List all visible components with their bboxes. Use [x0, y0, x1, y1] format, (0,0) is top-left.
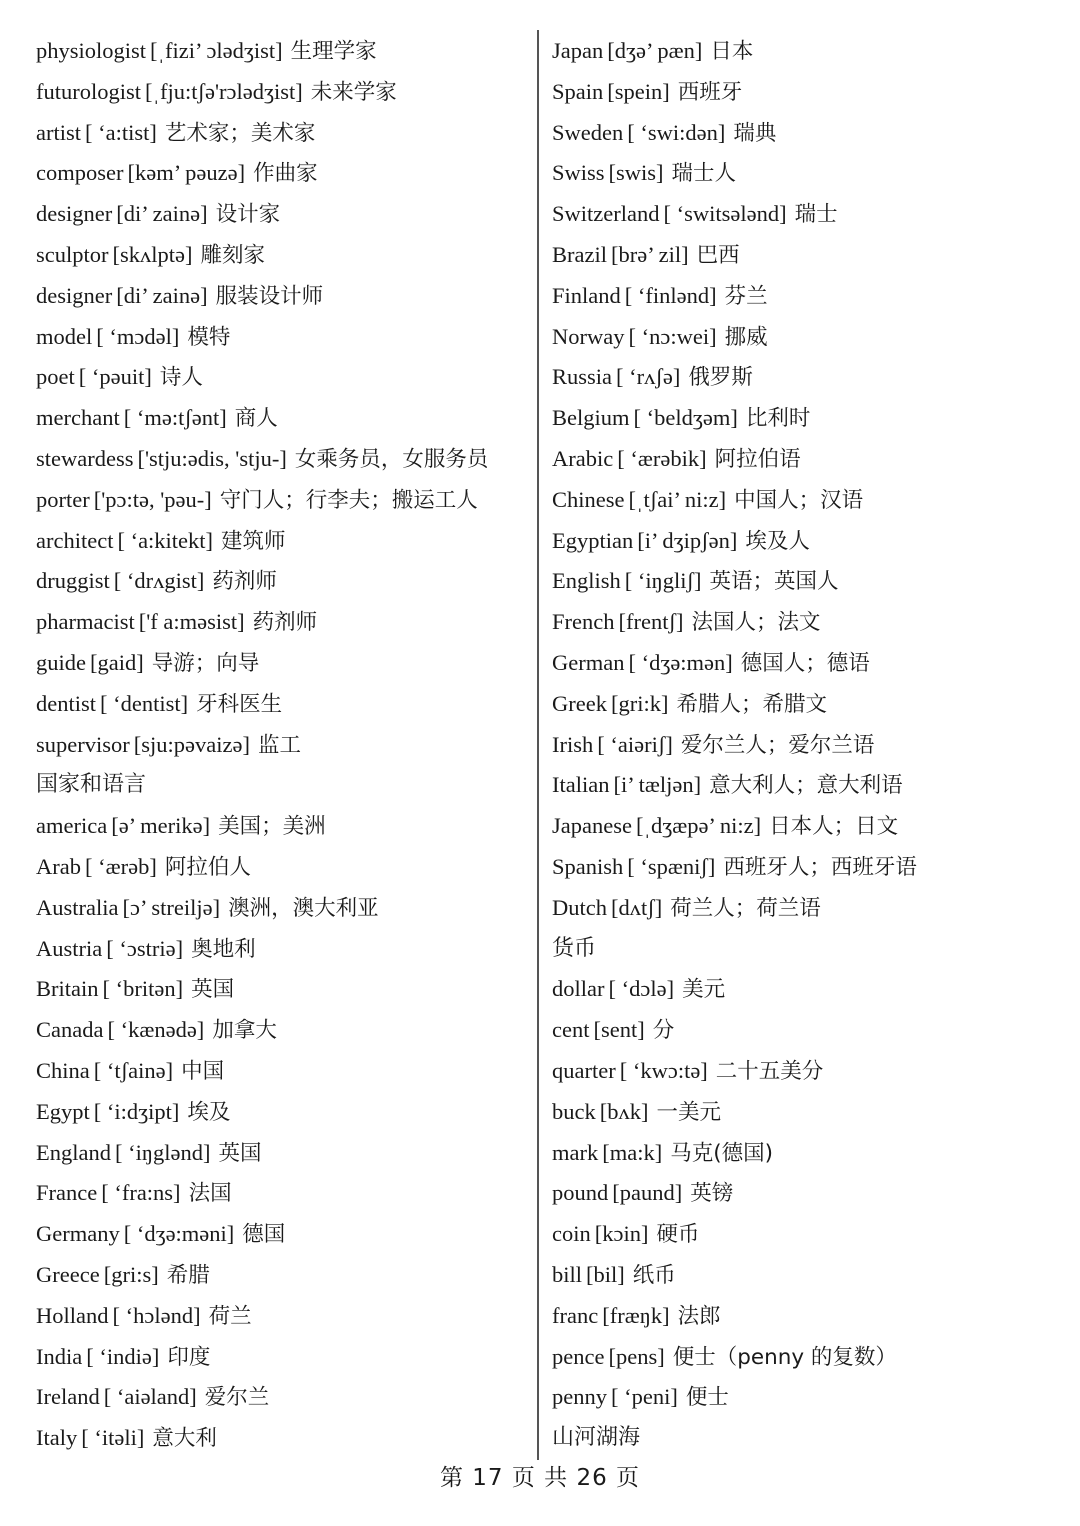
vocab-phonetic: [kɔin] [594, 1221, 649, 1247]
vocab-chinese: 荷兰人；荷兰语 [670, 895, 821, 921]
vocab-word: bill [552, 1261, 583, 1287]
vocab-entry [36, 1173, 526, 1214]
vocab-entry [552, 521, 1062, 562]
vocab-chinese: 英国 [191, 977, 235, 1003]
vocab-phonetic: [ ‘kænədə] [107, 1017, 205, 1043]
vocab-phonetic: [ ‘ærəb] [84, 853, 157, 879]
vocab-entry [552, 1133, 1062, 1174]
vocab-chinese: 德国人；德语 [740, 650, 870, 676]
vocab-chinese: 比利时 [745, 406, 811, 432]
vocab-word: Ireland [36, 1384, 100, 1410]
vocab-entry [36, 929, 526, 970]
vocab-word: Chinese [552, 486, 625, 512]
vocab-entry [552, 276, 1062, 317]
vocab-chinese: 挪威 [724, 324, 768, 350]
vocab-phonetic: [gaid] [90, 649, 144, 675]
vocab-chinese: 爱尔兰 [204, 1385, 270, 1411]
vocab-chinese: 分 [652, 1018, 675, 1044]
vocab-chinese: 作曲家 [253, 161, 318, 187]
vocab-entry [36, 847, 526, 888]
vocab-entry [36, 1092, 526, 1133]
vocab-phonetic: [ ‘peni] [611, 1384, 678, 1410]
vocab-entry [36, 1214, 526, 1255]
vocab-entry [36, 1418, 526, 1459]
vocab-phonetic: [ ‘dʒə:məni] [123, 1221, 235, 1247]
vocab-word: architect [36, 527, 114, 553]
vocab-entry [36, 113, 526, 154]
vocab-word: Holland [36, 1302, 109, 1328]
vocab-entry [552, 72, 1062, 113]
vocab-entry [552, 725, 1062, 766]
vocab-phonetic: [ ‘drʌgist] [113, 568, 205, 594]
vocab-word: Brazil [552, 241, 607, 267]
vocab-phonetic: [ ‘mɔdəl] [96, 323, 180, 349]
vocab-word: mark [552, 1139, 599, 1165]
vocab-entry [36, 1296, 526, 1337]
vocab-chinese: 希腊人；希腊文 [676, 691, 827, 717]
vocab-chinese: 西班牙 [677, 79, 743, 105]
vocab-chinese: 牙科医生 [196, 691, 283, 717]
vocab-phonetic: [ ‘nɔ:wei] [628, 323, 717, 349]
vocab-entry [36, 317, 526, 358]
vocab-word: Japanese [552, 813, 632, 839]
vocab-phonetic: [i’ dʒipʃən] [637, 527, 738, 553]
vocab-entry [36, 194, 526, 235]
vocab-word: composer [36, 160, 124, 186]
vocab-word: Germany [36, 1221, 120, 1247]
vocab-chinese: 守门人；行李夫；搬运工人 [219, 487, 478, 513]
vocab-entry [552, 969, 1062, 1010]
vocab-chinese: 便士（penny 的复数） [672, 1344, 897, 1370]
vocab-phonetic: [ ‘ɔstriə] [106, 935, 184, 961]
vocab-phonetic: [ ‘mə:tʃənt] [123, 405, 227, 431]
vocab-phonetic: [i’ tæljən] [613, 772, 702, 798]
vocab-word: Canada [36, 1017, 104, 1043]
vocab-chinese: 雕刻家 [200, 242, 265, 268]
vocab-chinese: 导游；向导 [151, 650, 260, 676]
vocab-word: model [36, 323, 93, 349]
vocab-word: Arab [36, 853, 81, 879]
vocab-phonetic: [ ‘pəuit] [78, 364, 152, 390]
vocab-entry [36, 1010, 526, 1051]
vocab-entry [36, 643, 526, 684]
vocab-word: Sweden [552, 119, 624, 145]
vocab-word: futurologist [36, 78, 141, 104]
vocab-chinese: 未来学家 [310, 79, 397, 105]
vocab-word: designer [36, 201, 113, 227]
vocab-phonetic: [ ‘spæniʃ] [627, 853, 716, 879]
vocab-phonetic: [ɔ’ streiljə] [122, 894, 221, 920]
vocab-chinese: 俄罗斯 [688, 365, 753, 391]
vocab-word: Spanish [552, 853, 624, 879]
vocab-phonetic: [gri:k] [610, 690, 669, 716]
vocab-entry [36, 439, 526, 480]
vocab-chinese: 日本人；日文 [769, 814, 899, 840]
vocab-phonetic: [ ‘ærəbik] [617, 445, 707, 471]
vocab-word: English [552, 568, 621, 594]
vocab-entry [36, 1377, 526, 1418]
vocab-phonetic: [ ‘aiəriʃ] [597, 731, 673, 757]
vocab-phonetic: [pens] [608, 1343, 665, 1369]
vocab-chinese: 中国 [181, 1058, 225, 1084]
vocab-entry [36, 153, 526, 194]
vocab-phonetic: [ ‘dʒə:mən] [628, 649, 733, 675]
vocab-chinese: 女乘务员，女服务员 [294, 446, 489, 472]
vocab-chinese: 英国 [218, 1140, 262, 1166]
vocab-phonetic: [paund] [612, 1180, 683, 1206]
vocab-chinese: 艺术家；美术家 [164, 120, 316, 146]
vocab-chinese: 意大利 [152, 1426, 217, 1452]
vocab-entry [552, 602, 1062, 643]
vocab-chinese: 便士 [685, 1385, 729, 1411]
vocab-chinese: 模特 [187, 324, 231, 350]
vocab-entry [36, 969, 526, 1010]
vocab-entry [36, 398, 526, 439]
vocab-chinese: 法国 [188, 1181, 232, 1207]
vocab-entry [552, 1296, 1062, 1337]
vocab-phonetic: [fræŋk] [602, 1302, 670, 1328]
vocab-word: Irish [552, 731, 594, 757]
vocab-chinese: 日本 [710, 39, 754, 64]
vocab-chinese: 商人 [234, 406, 278, 432]
vocab-entry [552, 561, 1062, 602]
vocab-phonetic: [ˌdʒæpə’ ni:z] [635, 813, 762, 839]
vocab-chinese: 服装设计师 [215, 283, 324, 309]
vocab-word: pound [552, 1180, 609, 1206]
vocab-word: India [36, 1343, 83, 1369]
vocab-phonetic: [dʒə’ pæn] [607, 38, 703, 63]
vocab-word: quarter [552, 1057, 616, 1083]
vocab-entry [552, 684, 1062, 725]
vocab-phonetic: [spein] [607, 78, 670, 104]
vocab-entry [552, 847, 1062, 888]
vocab-word: Switzerland [552, 201, 660, 227]
vocab-word: penny [552, 1384, 607, 1410]
vocab-word: Norway [552, 323, 625, 349]
vocab-phonetic: [ ‘dentist] [100, 690, 189, 716]
vocab-phonetic: ['pɔ:tə, 'pəu-] [93, 486, 212, 512]
vocab-word: Dutch [552, 894, 607, 920]
vocab-chinese: 法国人；法文 [691, 610, 821, 636]
vocab-phonetic: [ ‘indiə] [86, 1343, 160, 1369]
vocab-word: cent [552, 1017, 590, 1043]
vocab-phonetic: [ ‘a:tist] [85, 119, 157, 145]
column-divider [537, 30, 539, 1460]
vocab-chinese: 瑞典 [733, 120, 777, 146]
vocab-entry [552, 1214, 1062, 1255]
vocab-word: Britain [36, 976, 99, 1002]
vocab-entry [36, 602, 526, 643]
vocab-chinese: 德国 [242, 1222, 286, 1248]
vocab-chinese: 奥地利 [191, 936, 256, 962]
vocab-entry [36, 521, 526, 562]
vocab-entry [36, 1133, 526, 1174]
vocab-phonetic: ['f a:məsist] [138, 609, 245, 635]
vocab-word: america [36, 813, 108, 839]
vocab-phonetic: [brə’ zil] [610, 241, 689, 267]
vocab-entry [36, 806, 526, 847]
vocab-entry [36, 1255, 526, 1296]
vocab-word: poet [36, 364, 75, 390]
section-heading: 货币 [552, 935, 597, 961]
vocab-phonetic: ['stju:ədis, 'stju-] [137, 445, 287, 471]
vocab-chinese: 法郎 [677, 1303, 721, 1329]
vocab-entry [552, 1255, 1062, 1296]
vocab-word: merchant [36, 405, 120, 431]
vocab-entry [36, 235, 526, 276]
vocab-phonetic: [ ‘rʌʃə] [616, 364, 681, 390]
section-heading: 山河湖海 [552, 1425, 641, 1451]
vocab-entry [36, 684, 526, 725]
vocab-chinese: 芬兰 [724, 283, 768, 309]
vocab-entry [552, 153, 1062, 194]
vocab-entry [552, 806, 1062, 847]
vocab-chinese: 阿拉伯人 [164, 854, 251, 880]
vocab-chinese: 英镑 [690, 1181, 734, 1207]
vocab-word: French [552, 609, 615, 635]
vocab-chinese: 荷兰 [208, 1303, 252, 1329]
vocab-word: sculptor [36, 241, 109, 267]
vocab-word: buck [552, 1098, 596, 1124]
vocab-phonetic: [ ‘finlənd] [624, 282, 717, 308]
vocab-word: Italian [552, 772, 610, 798]
vocab-phonetic: [ ‘fra:ns] [101, 1180, 181, 1206]
vocab-word: Swiss [552, 160, 605, 186]
vocab-chinese: 瑞士人 [671, 161, 737, 187]
vocab-chinese: 澳洲，澳大利亚 [228, 895, 379, 921]
vocab-word: Spain [552, 78, 604, 104]
page-footer: 第 17 页 共 26 页 [439, 1465, 641, 1491]
vocab-chinese: 二十五美分 [715, 1058, 824, 1084]
vocab-word: Arabic [552, 445, 614, 471]
vocab-entry [36, 725, 526, 766]
left-column [36, 31, 526, 1459]
vocab-entry [552, 1092, 1062, 1133]
vocab-phonetic: [sju:pəvaizə] [133, 731, 250, 757]
vocab-phonetic: [ ‘britən] [102, 976, 184, 1002]
vocab-chinese: 一美元 [656, 1099, 722, 1125]
vocab-entry [552, 113, 1062, 154]
vocab-word: dentist [36, 690, 96, 716]
vocab-entry [552, 439, 1062, 480]
vocab-word: Egypt [36, 1098, 90, 1124]
vocab-entry [36, 31, 526, 72]
vocab-chinese: 阿拉伯语 [714, 446, 801, 472]
vocab-phonetic: [gri:s] [103, 1261, 159, 1287]
vocab-phonetic: [ ‘tʃainə] [93, 1057, 174, 1083]
vocab-entry [552, 317, 1062, 358]
vocab-phonetic: [sent] [593, 1017, 645, 1043]
vocab-entry [552, 1010, 1062, 1051]
vocab-word: franc [552, 1302, 599, 1328]
vocab-entry [552, 1051, 1062, 1092]
vocab-entry [36, 888, 526, 929]
vocab-chinese: 意大利人；意大利语 [709, 773, 903, 799]
vocab-word: physiologist [36, 38, 147, 63]
vocab-chinese: 巴西 [696, 242, 740, 268]
vocab-phonetic: [ ‘dɔlə] [608, 976, 675, 1002]
vocab-word: designer [36, 282, 113, 308]
vocab-phonetic: [ ‘iŋgliʃ] [624, 568, 702, 594]
vocab-phonetic: [kəm’ pəuzə] [127, 160, 246, 186]
vocab-word: England [36, 1139, 111, 1165]
vocab-chinese: 药剂师 [252, 610, 318, 636]
vocab-entry [36, 72, 526, 113]
vocab-chinese: 生理学家 [290, 39, 377, 64]
vocab-word: supervisor [36, 731, 130, 757]
vocab-phonetic: [ ‘iŋglənd] [114, 1139, 211, 1165]
vocab-phonetic: [ə’ merikə] [111, 813, 211, 839]
vocab-phonetic: [frentʃ] [618, 609, 684, 635]
vocab-chinese: 药剂师 [212, 569, 277, 595]
vocab-phonetic: [ ‘hɔlənd] [112, 1302, 201, 1328]
vocab-word: France [36, 1180, 98, 1206]
right-column [552, 31, 1062, 1459]
vocab-word: stewardess [36, 445, 134, 471]
vocab-entry [552, 480, 1062, 521]
vocab-chinese: 马克(德国) [670, 1140, 773, 1166]
vocab-entry [552, 1173, 1062, 1214]
vocab-entry [552, 1337, 1062, 1378]
vocab-chinese: 美元 [682, 977, 726, 1003]
vocab-entry [36, 1051, 526, 1092]
vocab-word: Austria [36, 935, 103, 961]
vocab-entry [552, 398, 1062, 439]
vocab-entry [552, 194, 1062, 235]
vocab-phonetic: [bil] [586, 1261, 625, 1287]
vocab-chinese: 建筑师 [221, 528, 286, 554]
vocab-chinese: 西班牙人；西班牙语 [723, 854, 917, 880]
vocab-chinese: 监工 [257, 732, 301, 758]
vocab-phonetic: [ˌfju:tʃə'rɔlədʒist] [145, 78, 303, 104]
vocab-chinese: 纸币 [632, 1262, 676, 1288]
vocab-phonetic: [ ‘aiəland] [103, 1384, 197, 1410]
vocab-entry [552, 1377, 1062, 1418]
vocab-word: Australia [36, 894, 119, 920]
vocab-word: druggist [36, 568, 110, 594]
vocab-word: pharmacist [36, 609, 135, 635]
vocab-word: Japan [552, 38, 604, 63]
vocab-chinese: 埃及 [187, 1099, 231, 1125]
vocab-word: porter [36, 486, 90, 512]
vocab-chinese: 希腊 [166, 1262, 210, 1288]
vocab-word: artist [36, 119, 81, 145]
vocab-phonetic: [ ‘i:dʒipt] [93, 1098, 180, 1124]
vocab-chinese: 瑞士 [794, 202, 838, 228]
vocab-chinese: 爱尔兰人；爱尔兰语 [680, 732, 875, 758]
vocab-word: Greek [552, 690, 607, 716]
vocab-chinese: 英语；英国人 [709, 569, 839, 595]
vocab-chinese: 埃及人 [745, 528, 810, 554]
vocab-word: Belgium [552, 405, 630, 431]
vocab-word: Italy [36, 1425, 78, 1451]
vocab-entry [36, 561, 526, 602]
vocab-entry [36, 276, 526, 317]
vocab-phonetic: [di’ zainə] [116, 282, 208, 308]
vocab-phonetic: [ ‘itəli] [81, 1425, 145, 1451]
vocab-entry [36, 357, 526, 398]
vocab-phonetic: [swis] [608, 160, 664, 186]
vocab-phonetic: [ ‘kwɔ:tə] [619, 1057, 708, 1083]
vocab-word: coin [552, 1221, 591, 1247]
vocab-word: German [552, 649, 625, 675]
vocab-chinese: 加拿大 [212, 1018, 277, 1044]
vocab-phonetic: [ ‘a:kitekt] [117, 527, 214, 553]
vocab-chinese: 美国；美洲 [218, 814, 326, 840]
vocab-entry [552, 888, 1062, 929]
vocab-phonetic: [ ‘switsələnd] [663, 201, 787, 227]
vocab-entry [552, 31, 1062, 72]
vocab-word: Russia [552, 364, 613, 390]
vocab-chinese: 设计家 [215, 202, 281, 228]
vocab-phonetic: [ma:k] [602, 1139, 663, 1165]
vocab-entry [36, 480, 526, 521]
vocab-phonetic: [bʌk] [599, 1098, 649, 1124]
vocab-word: Egyptian [552, 527, 634, 553]
vocab-phonetic: [ ‘swi:dən] [627, 119, 726, 145]
vocab-chinese: 硬币 [656, 1222, 700, 1248]
vocab-word: pence [552, 1343, 605, 1369]
vocab-phonetic: [ˌtʃai’ ni:z] [628, 486, 727, 512]
vocab-entry [552, 643, 1062, 684]
vocab-word: Greece [36, 1261, 100, 1287]
vocab-entry [552, 357, 1062, 398]
vocab-entry [36, 1337, 526, 1378]
vocab-chinese: 印度 [167, 1344, 211, 1370]
vocab-chinese: 中国人；汉语 [734, 487, 864, 513]
vocab-entry [552, 765, 1062, 806]
vocab-word: Finland [552, 282, 621, 308]
vocab-chinese: 诗人 [159, 365, 203, 391]
vocab-word: dollar [552, 976, 605, 1002]
vocab-phonetic: [ˌfizi’ ɔlədʒist] [150, 38, 283, 63]
vocab-phonetic: [ ‘beldʒəm] [633, 405, 738, 431]
vocab-phonetic: [di’ zainə] [116, 201, 208, 227]
vocab-phonetic: [dʌtʃ] [611, 894, 663, 920]
vocab-word: China [36, 1057, 90, 1083]
section-heading: 国家和语言 [36, 772, 147, 798]
vocab-word: guide [36, 649, 86, 675]
vocab-phonetic: [skʌlptə] [112, 241, 193, 267]
vocab-entry [552, 235, 1062, 276]
